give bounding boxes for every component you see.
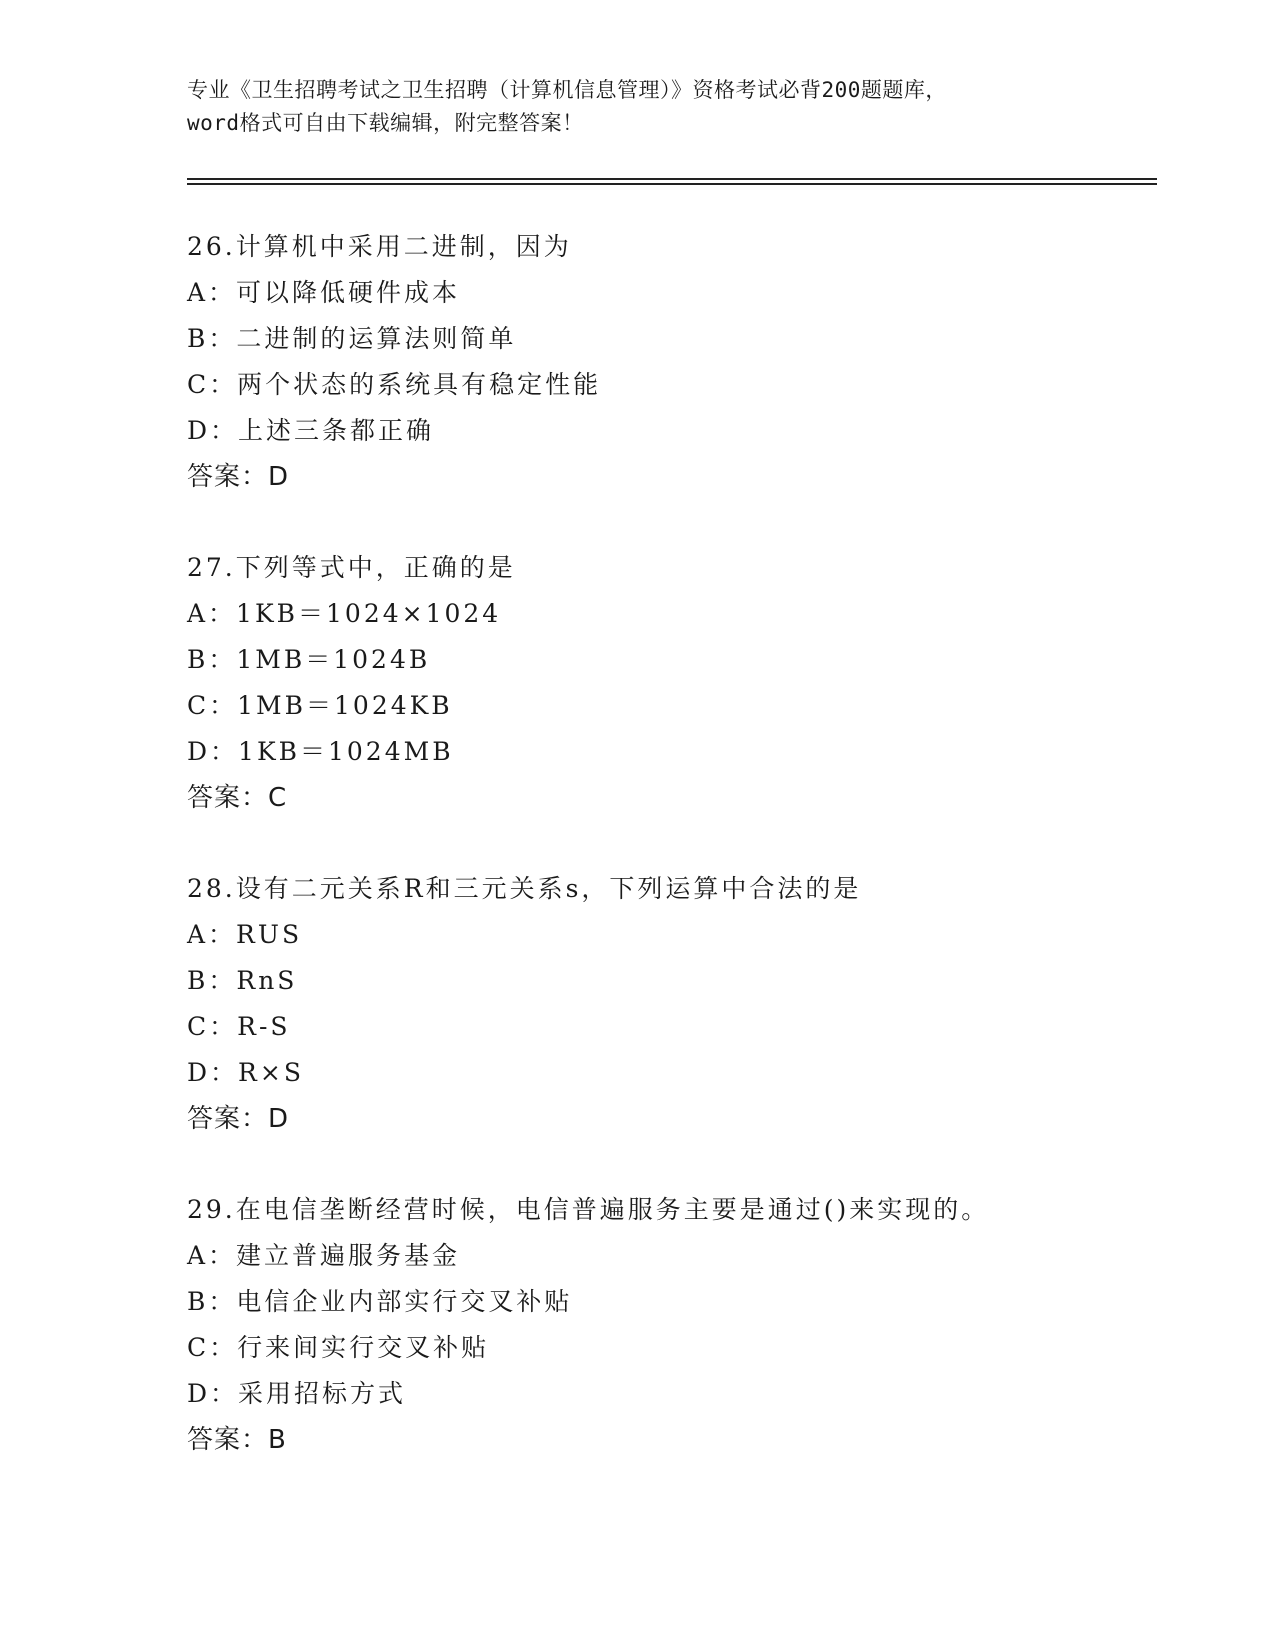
option-c: C：行来间实行交叉补贴 — [187, 1333, 490, 1362]
option-b: B：RnS — [187, 966, 298, 995]
header-line-1: 专业《卫生招聘考试之卫生招聘（计算机信息管理）》资格考试必背200题题库， — [187, 78, 947, 102]
option-a: A：1KB＝1024×1024 — [187, 599, 502, 628]
question-27 — [187, 545, 1167, 821]
answer: 答案：B — [187, 1425, 287, 1455]
answer: 答案：D — [187, 462, 290, 492]
document-header — [187, 74, 1087, 140]
option-a: A：建立普遍服务基金 — [187, 1241, 461, 1270]
question-stem: 28.设有二元关系R和三元关系s，下列运算中合法的是 — [187, 874, 862, 903]
option-a: A：可以降低硬件成本 — [187, 278, 461, 307]
answer: 答案：C — [187, 783, 288, 813]
header-line-2: word格式可自由下载编辑，附完整答案！ — [187, 111, 584, 135]
option-c: C：R-S — [187, 1012, 291, 1041]
answer: 答案：D — [187, 1104, 290, 1134]
question-29 — [187, 1187, 1167, 1463]
question-28 — [187, 866, 1167, 1142]
question-26 — [187, 224, 1167, 500]
option-c: C：两个状态的系统具有稳定性能 — [187, 370, 602, 399]
option-d: D：R×S — [187, 1058, 304, 1087]
option-b: B：电信企业内部实行交叉补贴 — [187, 1287, 573, 1316]
option-b: B：1MB＝1024B — [187, 645, 431, 674]
option-d: D：1KB＝1024MB — [187, 737, 454, 766]
option-b: B：二进制的运算法则简单 — [187, 324, 517, 353]
question-stem: 27.下列等式中，正确的是 — [187, 553, 516, 582]
option-d: D：上述三条都正确 — [187, 416, 435, 445]
question-stem: 29.在电信垄断经营时候，电信普遍服务主要是通过()来实现的。 — [187, 1195, 990, 1224]
option-c: C：1MB＝1024KB — [187, 691, 453, 720]
question-stem: 26.计算机中采用二进制，因为 — [187, 232, 572, 261]
option-d: D：采用招标方式 — [187, 1379, 407, 1408]
option-a: A：RUS — [187, 920, 303, 949]
header-divider-top — [187, 178, 1157, 180]
header-divider-bottom — [187, 183, 1157, 185]
